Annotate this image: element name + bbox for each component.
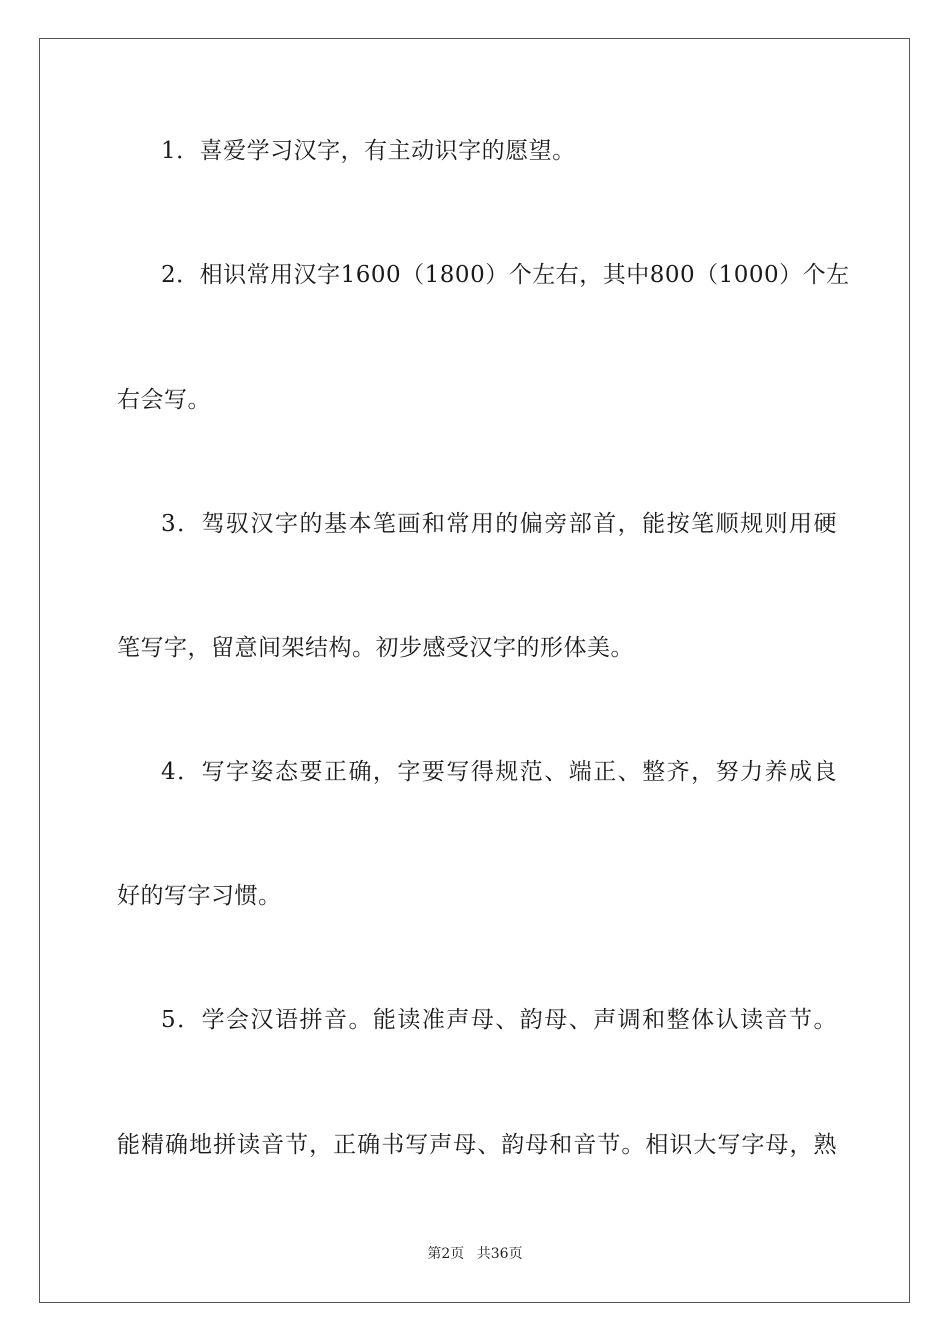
text-line-6: 4．写字姿态要正确，字要写得规范、端正、整齐，努力养成良 [161,759,837,785]
text-line-8: 5．学会汉语拼音。能读准声母、韵母、声调和整体认读音节。 [161,1007,837,1033]
page-frame [39,38,910,1303]
text-line-3: 右会写。 [117,387,211,413]
page-footer [0,1245,950,1263]
page-total: 共36页 [476,1246,523,1262]
text-line-9: 能精确地拼读音节，正确书写声母、韵母和音节。相识大写字母，熟 [117,1132,837,1158]
text-line-7: 好的写字习惯。 [117,883,282,909]
text-line-5: 笔写字，留意间架结构。初步感受汉字的形体美。 [117,635,634,661]
page-number: 第2页 [427,1246,465,1262]
text-line-1: 1．喜爱学习汉字，有主动识字的愿望。 [161,138,576,164]
text-line-2: 2．相识常用汉字1600（1800）个左右，其中800（1000）个左 [161,262,850,288]
text-line-4: 3．驾驭汉字的基本笔画和常用的偏旁部首，能按笔顺规则用硬 [161,511,837,537]
